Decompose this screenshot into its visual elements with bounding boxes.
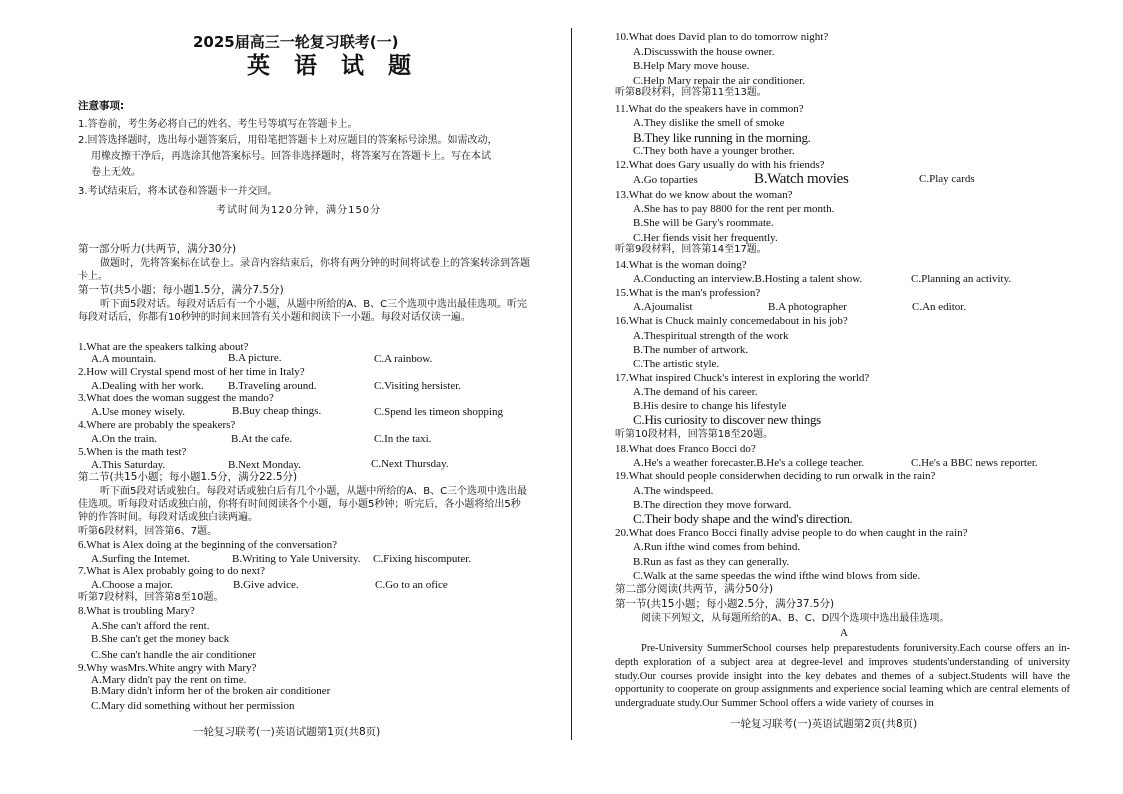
material-9-header: 听第9段材料，回答第14至17题。 bbox=[615, 244, 767, 255]
q3-option-b: B.Buy cheap things. bbox=[232, 405, 322, 417]
question-2: 2.How will Crystal spend most of her time in Italy? bbox=[78, 366, 305, 378]
question-12: 12.What does Gary usually do with his friends? bbox=[615, 159, 825, 171]
q10-option-a: A.Discusswith the house owner. bbox=[633, 46, 775, 58]
sec2-instructions: 听下面5段对话或独白。每段对话或独白后有几个小题，从题中所给的A、B、C三个选项中选出最佳选项。听每段对话或独白前，你将有时间阅读各个小题，每小题5秒钟；听完后，各小题将给出5秒钟的作答时间。每段对话或独白读两遍。 bbox=[78, 486, 528, 523]
q2-option-a: A.Dealing with her work. bbox=[91, 380, 204, 392]
notice-2c: 卷上无效。 bbox=[91, 167, 141, 178]
part2-header: 第二部分阅读(共两节，满分50分) bbox=[615, 583, 774, 595]
sec1-header: 第一节(共5小题；每小题1.5分，满分7.5分) bbox=[78, 284, 284, 296]
question-5: 5.When is the math test? bbox=[78, 446, 187, 458]
q9-option-c: C.Mary did something without her permission bbox=[91, 700, 295, 712]
part1-instructions: 做题时，先将答案标在试卷上。录音内容结束后，你将有两分钟的时间将试卷上的答案转涂到答题卡上。 bbox=[78, 258, 530, 282]
q4-option-c: C.In the taxi. bbox=[374, 433, 432, 445]
notice-2a: 2.回答选择题时，选出每小题答案后，用铅笔把答题卡上对应题目的答案标号涂黑。如需改动， bbox=[78, 135, 498, 146]
q15-option-a: A.Ajoumalist bbox=[633, 301, 693, 313]
q13-option-a: A.She has to pay 8800 for the rent per month. bbox=[633, 203, 835, 215]
sec1-instructions: 听下面5段对话。每段对话后有一个小题，从题中所给的A、B、C三个选项中选出最佳选项。听完每段对话后，你都有10秒钟的时间来回答有关小题和阅读下一小题。每段对话仅读一遍。 bbox=[78, 299, 528, 323]
q12-option-b: B.Watch movies bbox=[754, 171, 849, 187]
material-10-header: 听第10段材料，回答第18至20题。 bbox=[615, 429, 774, 440]
q12-option-a: A.Go toparties bbox=[633, 174, 698, 186]
question-3: 3.What does the woman suggest the mando? bbox=[78, 392, 274, 404]
q3-option-a: A.Use money wisely. bbox=[91, 406, 185, 418]
q3-option-c: C.Spend les timeon shopping bbox=[374, 406, 503, 418]
q14-option-c: C.Planning an activity. bbox=[911, 273, 1012, 285]
notice-2b: 用橡皮擦干净后，再选涂其他答案标号。回答非选择题时，将答案写在答题卡上。写在本试 bbox=[91, 151, 491, 162]
q14-options-ab: A.Conducting an interview.B.Hosting a talent show. bbox=[633, 273, 863, 285]
page-divider bbox=[571, 28, 572, 740]
reading-sec1-header: 第一节(共15小题；每小题2.5分，满分37.5分) bbox=[615, 598, 835, 610]
q6-option-c: C.Fixing hiscomputer. bbox=[373, 553, 472, 565]
q7-option-c: C.Go to an ofice bbox=[375, 579, 448, 591]
q20-option-c: C.Walk at the same speedas the wind ifthe wind blows from side. bbox=[633, 570, 921, 582]
question-11: 11.What do the speakers have in common? bbox=[615, 103, 804, 115]
question-19: 19.What should people considerwhen deciding to run orwalk in the rain? bbox=[615, 470, 936, 482]
q7-option-b: B.Give advice. bbox=[233, 579, 299, 591]
q20-option-b: B.Run as fast as they can generally. bbox=[633, 556, 790, 568]
time-info: 考试时间为120分钟，满分150分 bbox=[216, 205, 382, 216]
q13-option-c: C.Her fiends visit her frequently. bbox=[633, 232, 778, 244]
question-13: 13.What do we know about the woman? bbox=[615, 189, 793, 201]
question-10: 10.What does David plan to do tomorrow night? bbox=[615, 31, 829, 43]
q13-option-b: B.She will be Gary's roommate. bbox=[633, 217, 774, 229]
q17-option-b: B.His desire to change his lifestyle bbox=[633, 400, 787, 412]
q11-option-c: C.They both have a younger brother. bbox=[633, 145, 795, 157]
q5-option-b: B.Next Monday. bbox=[228, 459, 301, 471]
material-7-header: 听第7段材料，回答第8至10题。 bbox=[78, 592, 224, 603]
notice-3: 3.考试结束后，将本试卷和答题卡一并交回。 bbox=[78, 186, 278, 197]
q5-option-c: C.Next Thursday. bbox=[371, 458, 449, 470]
question-14: 14.What is the woman doing? bbox=[615, 259, 747, 271]
question-7: 7.What is Alex probably going to do next? bbox=[78, 565, 265, 577]
q18-option-c: C.He's a BBC news reporter. bbox=[911, 457, 1038, 469]
q5-option-a: A.This Saturday. bbox=[91, 459, 166, 471]
q8-option-c: C.She can't handle the air conditioner bbox=[91, 649, 257, 661]
q4-option-b: B.At the cafe. bbox=[231, 433, 293, 445]
part1-header: 第一部分听力(共两节，满分30分) bbox=[78, 243, 237, 255]
exam-subtitle: 英 语 试 题 bbox=[247, 53, 420, 79]
q11-option-b: B.They like running in the morning. bbox=[633, 130, 811, 145]
q9-option-a: A.Mary didn't pay the rent on time. bbox=[91, 674, 247, 686]
q10-option-c: C.Help Mary repair the air conditioner. bbox=[633, 75, 805, 87]
q6-option-a: A.Surfing the Intemet. bbox=[91, 553, 190, 565]
question-17: 17.What inspired Chuck's interest in exploring the world? bbox=[615, 372, 870, 384]
q9-option-b: B.Mary didn't inform her of the broken air conditioner bbox=[91, 685, 331, 697]
q12-option-c: C.Play cards bbox=[919, 173, 975, 185]
reading-instructions: 阅读下列短文，从每题所给的A、B、C、D四个选项中选出最佳选项。 bbox=[641, 613, 950, 624]
passage-text: Pre-University SummerSchool courses help preparestudents foruniversity.Each course offers an in-depth exploration of a subject area at degree-level and improves students'understanding of university study.Our courses provide insight into the key debates and themes of a subject.Students will have the opportunity to cooperate on group assignments and experience social leaming which are central elements of undergraduate study.Our Summer School offers a wide variety of courses in bbox=[615, 643, 1070, 710]
question-20: 20.What does Franco Bocci finally advise people to do when caught in the rain? bbox=[615, 527, 968, 539]
q1-option-b: B.A picture. bbox=[228, 352, 282, 364]
q2-option-b: B.Traveling around. bbox=[228, 380, 317, 392]
q1-option-c: C.A rainbow. bbox=[374, 353, 433, 365]
notice-1: 1.答卷前，考生务必将自己的姓名、考生号等填写在答题卡上。 bbox=[78, 119, 358, 130]
material-8-header: 听第8段材料，回答第11至13题。 bbox=[615, 87, 767, 98]
q4-option-a: A.On the train. bbox=[91, 433, 157, 445]
left-page-footer: 一轮复习联考(一)英语试题第1页(共8页) bbox=[193, 726, 381, 738]
q15-option-b: B.A photographer bbox=[768, 301, 847, 313]
question-18: 18.What does Franco Bocci do? bbox=[615, 443, 756, 455]
question-16: 16.What is Chuck mainly concemedabout in his job? bbox=[615, 315, 848, 327]
right-page-footer: 一轮复习联考(一)英语试题第2页(共8页) bbox=[730, 718, 918, 730]
material-6-header: 听第6段材料，回答第6、7题。 bbox=[78, 526, 218, 537]
q16-option-c: C.The artistic style. bbox=[633, 358, 720, 370]
question-9: 9.Why wasMrs.White angry with Mary? bbox=[78, 662, 257, 674]
question-15: 15.What is the man's profession? bbox=[615, 287, 761, 299]
q11-option-a: A.They dislike the smell of smoke bbox=[633, 117, 785, 129]
q20-option-a: A.Run ifthe wind comes from behind. bbox=[633, 541, 801, 553]
passage-label: A bbox=[840, 627, 848, 639]
q7-option-a: A.Choose a major. bbox=[91, 579, 173, 591]
q10-option-b: B.Help Mary move house. bbox=[633, 60, 750, 72]
q16-option-b: B.The number of artwork. bbox=[633, 344, 749, 356]
q19-option-a: A.The windspeed. bbox=[633, 485, 714, 497]
sec2-header: 第二节(共15小题；每小题1.5分，满分22.5分) bbox=[78, 471, 298, 483]
q17-option-c: C.His curiosity to discover new things bbox=[633, 412, 821, 427]
q15-option-c: C.An editor. bbox=[912, 301, 967, 313]
exam-title: 2025届高三一轮复习联考(一) bbox=[193, 33, 399, 51]
question-8: 8.What is troubling Mary? bbox=[78, 605, 195, 617]
q17-option-a: A.The demand of his career. bbox=[633, 386, 758, 398]
question-6: 6.What is Alex doing at the beginning of the conversation? bbox=[78, 539, 338, 551]
question-4: 4.Where are probably the speakers? bbox=[78, 419, 236, 431]
q1-option-a: A.A mountain. bbox=[91, 353, 157, 365]
q18-options-ab: A.He's a weather forecaster.B.He's a college teacher. bbox=[633, 457, 865, 469]
q8-option-a: A.She can't afford the rent. bbox=[91, 620, 210, 632]
notice-header: 注意事项: bbox=[78, 100, 125, 112]
question-1: 1.What are the speakers talking about? bbox=[78, 341, 249, 353]
q6-option-b: B.Writing to Yale University. bbox=[232, 553, 361, 565]
q8-option-b: B.She can't get the money back bbox=[91, 633, 230, 645]
q19-option-c: C.Their body shape and the wind's direction. bbox=[633, 511, 853, 526]
q16-option-a: A.Thespiritual strength of the work bbox=[633, 330, 789, 342]
q19-option-b: B.The direction they move forward. bbox=[633, 499, 792, 511]
q2-option-c: C.Visiting hersister. bbox=[374, 380, 462, 392]
